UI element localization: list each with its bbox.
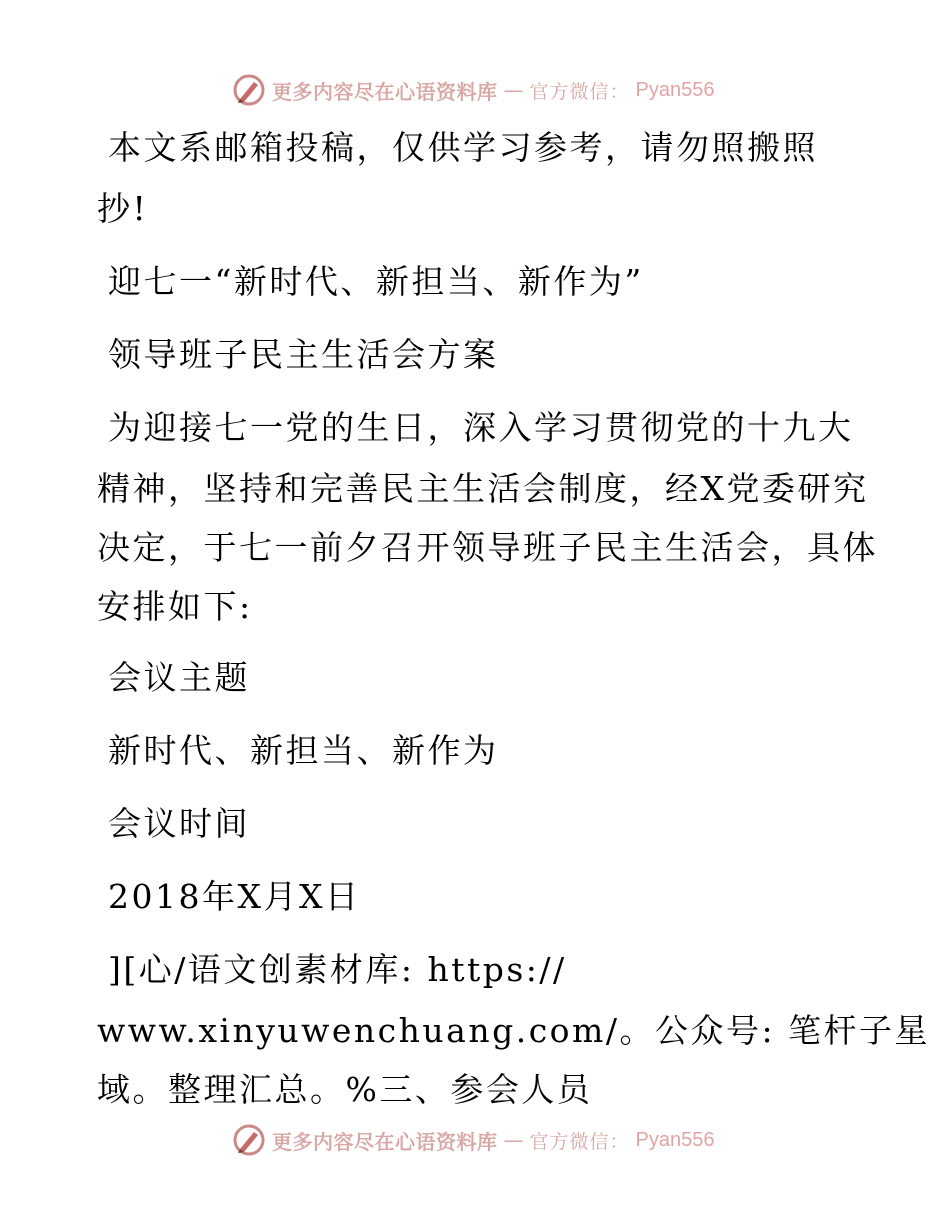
watermark-separator: — (503, 1128, 524, 1152)
watermark-wechat-id: Pyan556 (635, 1128, 715, 1151)
watermark-site-text: 更多内容尽在心语资料库 (272, 1129, 498, 1154)
pen-in-circle-logo-icon (232, 1123, 266, 1157)
intro-line-4: 安排如下: (97, 587, 253, 626)
time-value: 2018年X月X日 (108, 877, 361, 916)
source-line-2: www.xinyuwenchuang.com/。公众号: 笔杆子星 (97, 1011, 931, 1050)
watermark-wechat-label: 官方微信： (529, 1130, 630, 1153)
title-line-1: 迎七一“新时代、新担当、新作为” (108, 262, 644, 301)
topic-value: 新时代、新担当、新作为 (108, 731, 499, 770)
source-line-1: ][心/语文创素材库: https:// (108, 950, 567, 989)
watermark-wechat-id: Pyan556 (635, 78, 715, 101)
time-heading: 会议时间 (108, 804, 250, 843)
watermark-site-text: 更多内容尽在心语资料库 (272, 79, 498, 104)
topic-heading: 会议主题 (108, 658, 250, 697)
header-watermark (232, 70, 714, 110)
notice-line-2: 抄! (97, 189, 149, 228)
intro-line-3: 决定，于七一前夕召开领导班子民主生活会，具体 (97, 528, 878, 567)
intro-line-1: 为迎接七一党的生日，深入学习贯彻党的十九大 (108, 408, 854, 447)
title-line-2: 领导班子民主生活会方案 (108, 335, 499, 374)
pen-in-circle-logo-icon (232, 73, 266, 107)
intro-line-2: 精神，坚持和完善民主生活会制度，经X党委研究 (97, 469, 869, 508)
footer-watermark (232, 1120, 714, 1160)
watermark-separator: — (503, 78, 524, 102)
source-line-3: 域。整理汇总。%三、参会人员 (97, 1070, 593, 1109)
notice-line-1: 本文系邮箱投稿，仅供学习参考，请勿照搬照 (108, 128, 818, 167)
watermark-wechat-label: 官方微信： (529, 80, 630, 103)
